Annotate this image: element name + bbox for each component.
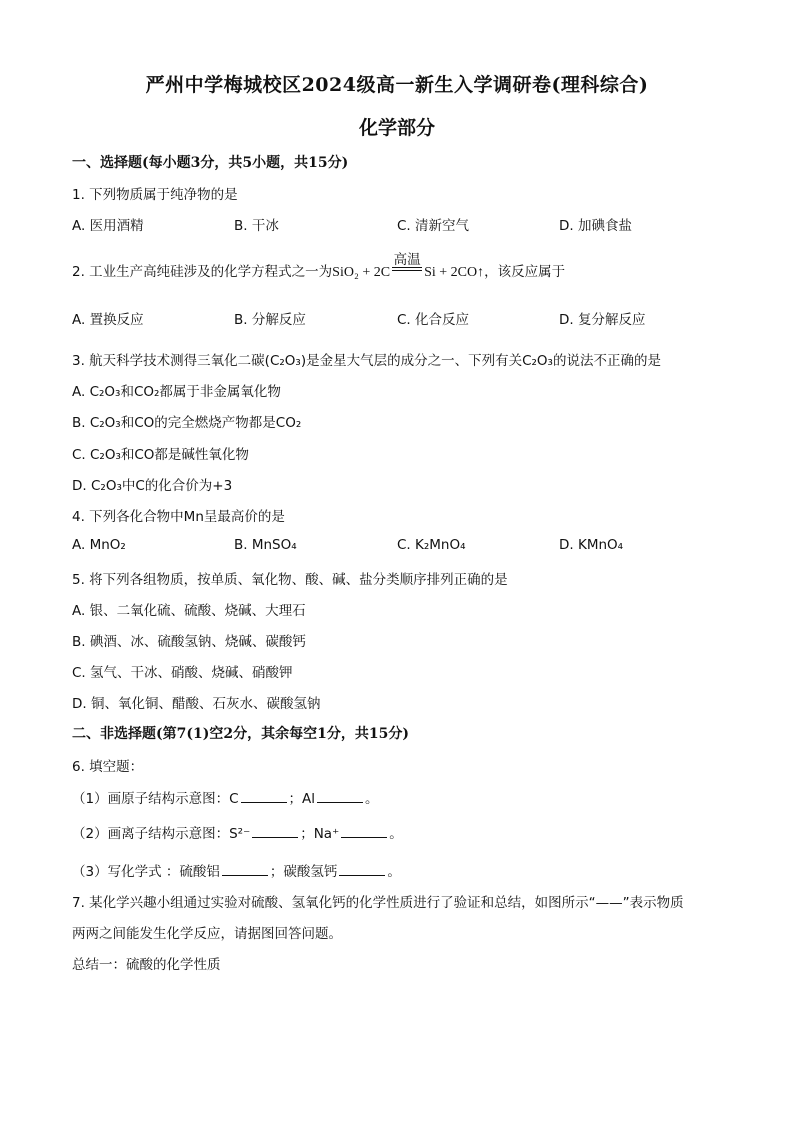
q6-blank-al — [317, 790, 363, 803]
q6-part-2-mid: ；Na⁺ — [300, 826, 340, 842]
q6-blank-na — [341, 825, 387, 838]
q6-part-1 — [72, 787, 379, 807]
q5-option-a: A. 银、二氧化硫、硫酸、烧碱、大理石 — [72, 603, 306, 619]
q2-option-a: A. 置换反应 — [72, 312, 144, 328]
q6-part-2-prefix: （2）画离子结构示意图：S²⁻ — [72, 826, 251, 842]
q3-option-d: D. C₂O₃中C的化合价为+3 — [72, 478, 233, 494]
q3-option-a: A. C₂O₃和CO₂都属于非金属氧化物 — [72, 384, 281, 400]
q2-option-d: D. 复分解反应 — [559, 312, 646, 328]
q6-part-3-prefix: （3）写化学式 ：硫酸铝 — [72, 864, 220, 880]
q6-part-3-mid: ；碳酸氢钙 — [269, 864, 338, 880]
q5-option-b: B. 碘酒、冰、硫酸氢钠、烧碱、碳酸钙 — [72, 634, 306, 650]
q6-part-1-prefix: （1）画原子结构示意图：C — [72, 791, 239, 807]
q7-line-1: 7. 某化学兴趣小组通过实验对硫酸、氢氧化钙的化学性质进行了验证和总结，如图所示“——”表示物质 — [72, 895, 684, 911]
q6-part-1-mid: ；Al — [288, 791, 316, 807]
q6-part-1-end: 。 — [365, 791, 379, 807]
q4-option-c: C. K₂MnO₄ — [397, 537, 466, 553]
q6-blank-al2so4 — [222, 863, 268, 876]
q6-blank-cahco3 — [339, 863, 385, 876]
q1-stem: 1. 下列物质属于纯净物的是 — [72, 187, 238, 203]
q6-blank-s — [252, 825, 298, 838]
q2-option-b: B. 分解反应 — [234, 312, 306, 328]
q4-stem: 4. 下列各化合物中Mn呈最高价的是 — [72, 509, 285, 525]
q5-option-d: D. 铜、氧化铜、醋酸、石灰水、碳酸氢钠 — [72, 696, 321, 712]
page-subtitle: 化学部分 — [358, 117, 435, 139]
q2-equation — [332, 252, 485, 281]
q1-option-d: D. 加碘食盐 — [559, 218, 632, 234]
q4-option-b: B. MnSO₄ — [234, 537, 297, 553]
q1-option-c: C. 清新空气 — [397, 218, 470, 234]
q3-stem: 3. 航天科学技术测得三氧化二碳(C₂O₃)是金星大气层的成分之一、下列有关C₂O₃的说法不正确的是 — [72, 353, 661, 369]
q4-option-d: D. KMnO₄ — [559, 537, 624, 553]
q2-stem — [72, 252, 566, 281]
q2-equation-right: Si + 2CO↑ — [424, 265, 485, 280]
q1-option-a: A. 医用酒精 — [72, 218, 144, 234]
q4-option-a: A. MnO₂ — [72, 537, 126, 553]
section-1-heading: 一、选择题(每小题3分，共5小题，共15分) — [72, 155, 349, 171]
page-title: 严州中学梅城校区2024级高一新生入学调研卷(理科综合) — [145, 74, 649, 96]
q6-stem: 6. 填空题： — [72, 759, 144, 775]
q2-condition: 高温 — [393, 252, 421, 268]
q6-blank-c — [241, 790, 287, 803]
q2-stem-suffix: ，该反应属于 — [484, 264, 566, 280]
q3-option-c: C. C₂O₃和CO都是碱性氧化物 — [72, 447, 249, 463]
q6-part-2-end: 。 — [389, 826, 403, 842]
q2-equation-left: SiO₂ + 2C — [332, 265, 391, 280]
q3-option-b: B. C₂O₃和CO的完全燃烧产物都是CO₂ — [72, 415, 302, 431]
q7-line-2: 两两之间能发生化学反应，请据图回答问题。 — [72, 926, 342, 942]
q2-stem-prefix: 2. 工业生产高纯硅涉及的化学方程式之一为 — [72, 264, 333, 280]
q1-option-b: B. 干冰 — [234, 218, 279, 234]
q7-summary-1: 总结一：硫酸的化学性质 — [72, 957, 221, 973]
section-2-heading: 二、非选择题(第7(1)空2分，其余每空1分，共15分) — [72, 726, 409, 742]
q2-option-c: C. 化合反应 — [397, 312, 470, 328]
q6-part-3-end: 。 — [387, 864, 401, 880]
q2-reaction-arrow — [390, 252, 424, 281]
q5-stem: 5. 将下列各组物质，按单质、氧化物、酸、碱、盐分类顺序排列正确的是 — [72, 572, 508, 588]
q6-part-2 — [72, 822, 403, 842]
q6-part-3 — [72, 860, 401, 880]
q5-option-c: C. 氢气、干冰、硝酸、烧碱、硝酸钾 — [72, 665, 293, 681]
